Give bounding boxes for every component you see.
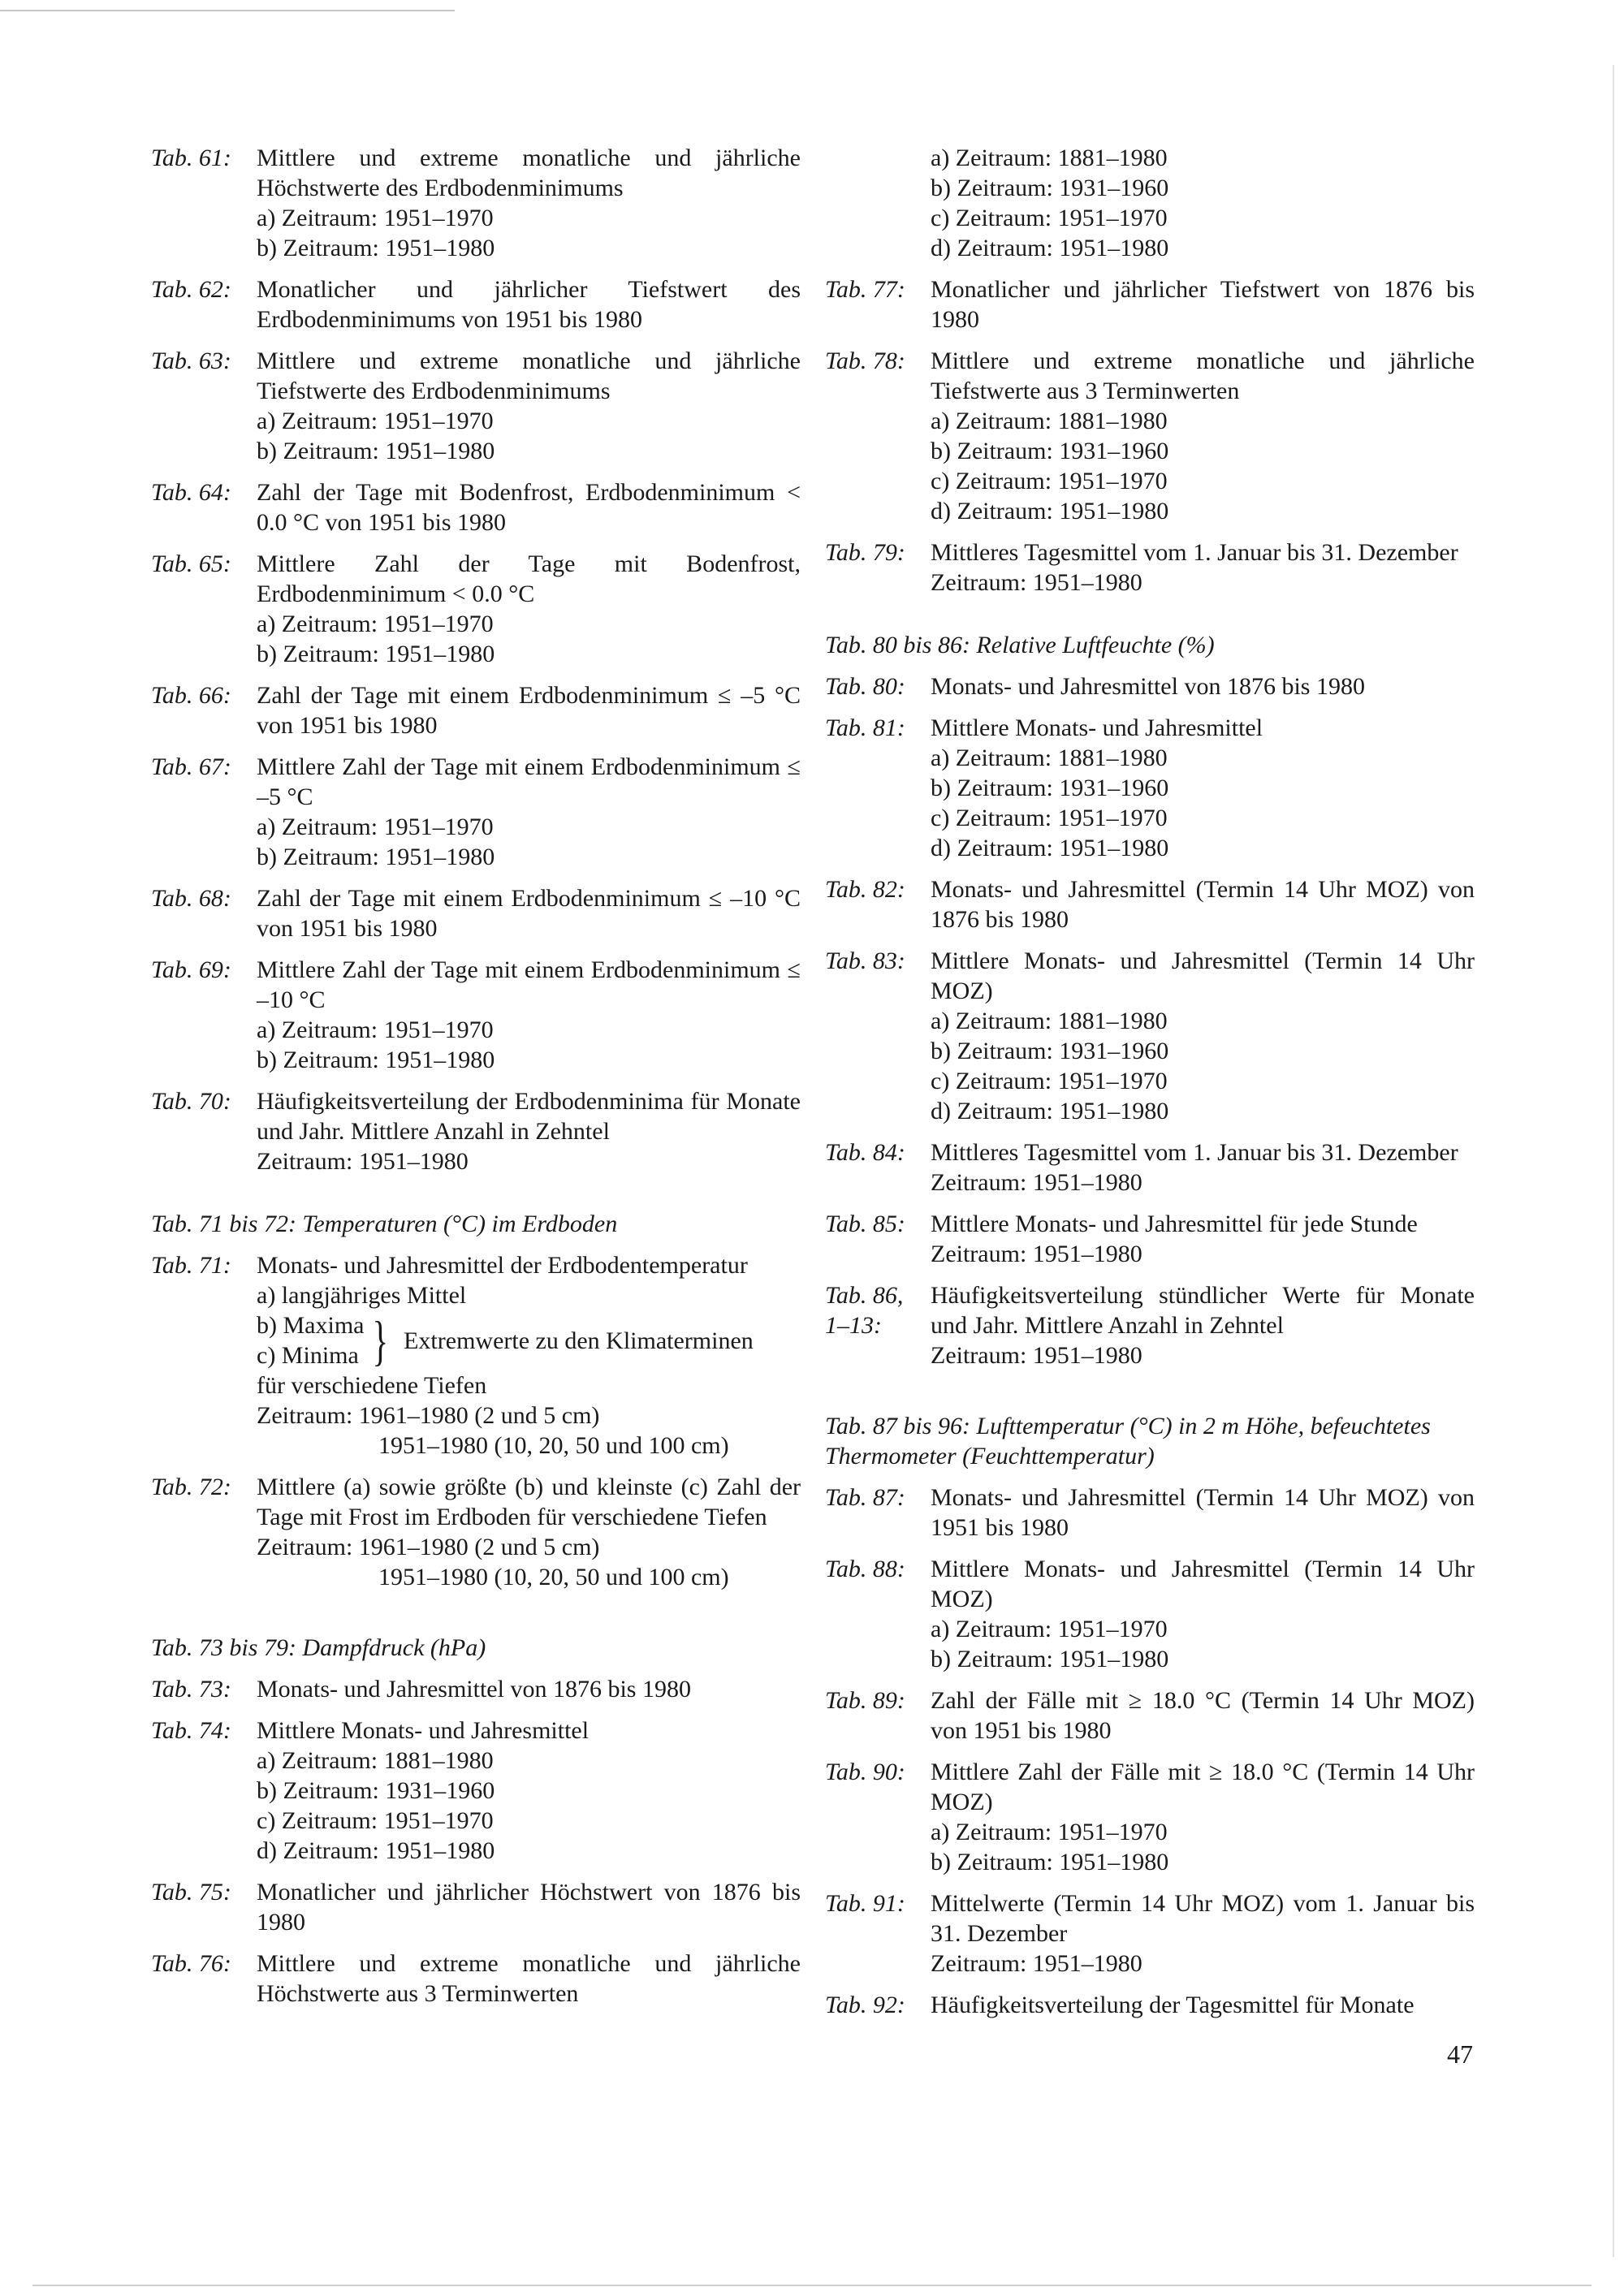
subitem: a) Zeitraum: 1951–1970 — [257, 611, 494, 637]
entry-item — [825, 1280, 1475, 1370]
entry-label: Tab. 72: — [151, 1474, 231, 1500]
entry-text: Häufigkeitsverteilung der Erdbodenminima für Monate und Jahr. Mittlere Anzahl in Zehntel — [257, 1088, 801, 1145]
entry-text: für verschiedene Tiefen — [257, 1372, 487, 1399]
entry-text: Mittleres Tagesmittel vom 1. Januar bis 31. Dezember — [931, 1139, 1458, 1166]
entry-label: Tab. 92: — [825, 1992, 905, 2018]
subitem: c) Zeitraum: 1951–1970 — [257, 1807, 494, 1834]
entry-body — [257, 1674, 801, 1704]
entry-label: Tab. 83: — [825, 947, 905, 974]
subitem: b) Zeitraum: 1951–1980 — [257, 235, 495, 261]
entry-label: Tab. 71: — [151, 1252, 231, 1279]
entry-label: Tab. 91: — [825, 1890, 905, 1917]
entry-item — [825, 537, 1475, 598]
entry-body — [257, 680, 801, 740]
entry-text: Zeitraum: 1951–1980 — [931, 1241, 1142, 1267]
entry-label: Tab. 77: — [825, 276, 905, 303]
entry-item — [151, 143, 801, 263]
entry-body — [257, 274, 801, 334]
subitem: a) Zeitraum: 1881–1980 — [931, 145, 1168, 171]
entry-text: Zeitraum: 1951–1980 — [257, 1148, 469, 1175]
entry-item — [151, 274, 801, 334]
subitem: d) Zeitraum: 1951–1980 — [931, 498, 1169, 524]
entry-text: Monats- und Jahresmittel von 1876 bis 1980 — [931, 673, 1365, 700]
scan-border-right — [1613, 65, 1614, 2257]
subitem: b) Zeitraum: 1931–1960 — [931, 438, 1169, 464]
brace-group — [257, 1310, 801, 1370]
section-heading-87-96: Tab. 87 bis 96: Lufttemperatur (°C) in 2 m Höhe, befeuchtetes Thermometer (Feuchttemperatur) — [825, 1413, 1431, 1470]
entry-list-80-86 — [825, 671, 1475, 1370]
entry-text: Mittlere (a) sowie größte (b) und kleinste (c) Zahl der Tage mit Frost im Erdboden für verschiedene Tiefen — [257, 1474, 801, 1530]
entry-item — [825, 713, 1475, 863]
entry-text: Monats- und Jahresmittel (Termin 14 Uhr MOZ) von 1951 bis 1980 — [931, 1484, 1475, 1541]
entry-text: Mittlere und extreme monatliche und jährliche Höchstwerte des Erdbodenminimums — [257, 145, 801, 201]
entry-text: Mittleres Tagesmittel vom 1. Januar bis 31. Dezember — [931, 539, 1458, 566]
entry-text: Monats- und Jahresmittel (Termin 14 Uhr MOZ) von 1876 bis 1980 — [931, 876, 1475, 933]
entry-item — [825, 1209, 1475, 1269]
subitem: b) Zeitraum: 1951–1980 — [257, 438, 495, 464]
entry-item — [151, 1949, 801, 2009]
entry-text: Mittlere und extreme monatliche und jährliche Tiefstwerte des Erdbodenminimums — [257, 347, 801, 404]
subitem: a) Zeitraum: 1881–1980 — [931, 744, 1168, 771]
entry-item — [151, 883, 801, 943]
entry-body — [931, 946, 1475, 1126]
entry-item — [151, 549, 801, 669]
entry-body — [931, 1280, 1475, 1370]
subitem: a) Zeitraum: 1951–1970 — [257, 408, 494, 434]
entry-label: Tab. 64: — [151, 479, 231, 506]
subitem: b) Zeitraum: 1931–1960 — [931, 175, 1169, 201]
entry-text: Zahl der Tage mit Bodenfrost, Erdbodenminimum < 0.0 °C von 1951 bis 1980 — [257, 479, 801, 536]
entry-item — [151, 752, 801, 872]
scan-border-bottom — [32, 2285, 1592, 2286]
entry-label: Tab. 69: — [151, 956, 231, 983]
entry-label: Tab. 73: — [151, 1676, 231, 1703]
entry-label: Tab. 63: — [151, 347, 231, 374]
entry-body — [257, 1472, 801, 1592]
entry-body — [931, 874, 1475, 934]
entry-body — [931, 346, 1475, 526]
entry-text: Zahl der Tage mit einem Erdbodenminimum ≤ –10 °C von 1951 bis 1980 — [257, 885, 801, 942]
subitem: a) Zeitraum: 1951–1970 — [257, 1016, 494, 1043]
entry-body — [257, 955, 801, 1075]
entry-label: Tab. 78: — [825, 347, 905, 374]
entry-label: Tab. 85: — [825, 1211, 905, 1237]
entry-text: Zeitraum: 1951–1980 — [931, 569, 1142, 596]
subitem: d) Zeitraum: 1951–1980 — [931, 835, 1169, 861]
entry-item — [151, 1086, 801, 1176]
page-number: 47 — [1447, 2039, 1473, 2069]
entry-text: Mittlere Monats- und Jahresmittel — [257, 1717, 590, 1744]
entry-body — [931, 537, 1475, 598]
entry-body — [257, 1250, 801, 1461]
entry-text: Mittelwerte (Termin 14 Uhr MOZ) vom 1. Januar bis 31. Dezember — [931, 1890, 1475, 1947]
entry-label: Tab. 75: — [151, 1879, 231, 1905]
subitem: a) Zeitraum: 1881–1980 — [931, 1008, 1168, 1034]
period-line: Zeitraum: 1961–1980 (2 und 5 cm) — [257, 1534, 600, 1560]
entry-body — [257, 1949, 801, 2009]
entry-label: Tab. 74: — [151, 1717, 231, 1744]
entry-text: Mittlere Monats- und Jahresmittel (Termin 14 Uhr MOZ) — [931, 1556, 1475, 1612]
entry-text: Mittlere und extreme monatliche und jährliche Tiefstwerte aus 3 Terminwerten — [931, 347, 1475, 404]
entry-text: Mittlere Zahl der Tage mit einem Erdbodenminimum ≤ –5 °C — [257, 753, 801, 810]
entry-text: Monats- und Jahresmittel von 1876 bis 1980 — [257, 1676, 691, 1703]
entry-item — [825, 1888, 1475, 1979]
period-line: Zeitraum: 1961–1980 (2 und 5 cm) — [257, 1402, 600, 1429]
entry-body — [931, 1482, 1475, 1543]
entry-item — [151, 346, 801, 466]
continuation-subitems — [931, 143, 1475, 263]
entry-body — [931, 1685, 1475, 1746]
entry-item — [151, 1716, 801, 1866]
entry-body — [931, 274, 1475, 334]
entry-text: Mittlere Monats- und Jahresmittel (Termin 14 Uhr MOZ) — [931, 947, 1475, 1004]
entry-text: Mittlere Zahl der Tage mit Bodenfrost, Erdbodenminimum < 0.0 °C — [257, 550, 801, 607]
subitem: a) Zeitraum: 1951–1970 — [931, 1819, 1168, 1845]
entry-label: Tab. 84: — [825, 1139, 905, 1166]
entry-item — [825, 346, 1475, 526]
entry-list-77-79 — [825, 274, 1475, 598]
entry-text: Zahl der Fälle mit ≥ 18.0 °C (Termin 14 Uhr MOZ) von 1951 bis 1980 — [931, 1687, 1475, 1744]
entry-item — [151, 680, 801, 740]
entry-body — [257, 1877, 801, 1937]
brace-annotation: Extremwerte zu den Klimaterminen — [404, 1327, 754, 1354]
subitem: b) Maxima — [257, 1312, 365, 1339]
subitem: b) Zeitraum: 1951–1980 — [257, 641, 495, 667]
subitem: b) Zeitraum: 1951–1980 — [257, 1047, 495, 1073]
right-brace-glyph: } — [372, 1310, 389, 1371]
subitem: a) Zeitraum: 1951–1970 — [257, 205, 494, 231]
subitem: a) Zeitraum: 1881–1980 — [257, 1747, 494, 1774]
entry-text: Zahl der Tage mit einem Erdbodenminimum ≤ –5 °C von 1951 bis 1980 — [257, 682, 801, 739]
right-column — [825, 143, 1475, 2031]
entry-label: Tab. 67: — [151, 753, 231, 780]
entry-label: Tab. 79: — [825, 539, 905, 566]
entry-label: Tab. 89: — [825, 1687, 905, 1714]
entry-item — [151, 1877, 801, 1937]
entry-item — [151, 477, 801, 537]
subitem: a) Zeitraum: 1881–1980 — [931, 408, 1168, 434]
entry-list-87-92 — [825, 1482, 1475, 2020]
entry-item — [825, 1757, 1475, 1877]
entry-label: Tab. 90: — [825, 1759, 905, 1785]
entry-item — [825, 874, 1475, 934]
entry-body — [931, 1990, 1475, 2020]
entry-body — [257, 143, 801, 263]
entry-item — [825, 274, 1475, 334]
entry-body — [931, 1757, 1475, 1877]
entry-text: Mittlere und extreme monatliche und jährliche Höchstwerte aus 3 Terminwerten — [257, 1950, 801, 2007]
entry-item — [825, 1482, 1475, 1543]
entry-item — [151, 955, 801, 1075]
entry-text: Häufigkeitsverteilung der Tagesmittel für Monate — [931, 1992, 1415, 2018]
entry-item — [825, 1554, 1475, 1674]
entry-body — [257, 883, 801, 943]
entry-label: Tab. 68: — [151, 885, 231, 912]
entry-text: Mittlere Monats- und Jahresmittel — [931, 714, 1263, 741]
entry-text: Zeitraum: 1951–1980 — [931, 1950, 1142, 1977]
subitem: c) Zeitraum: 1951–1970 — [931, 205, 1168, 231]
entry-tab-72 — [151, 1472, 801, 1592]
left-column — [151, 143, 801, 2020]
entry-item — [825, 1990, 1475, 2020]
entry-text: Zeitraum: 1951–1980 — [931, 1169, 1142, 1196]
entry-text: Mittlere Zahl der Tage mit einem Erdbodenminimum ≤ –10 °C — [257, 956, 801, 1013]
entry-label: Tab. 86, 1–13: — [825, 1282, 904, 1339]
entry-item — [825, 1685, 1475, 1746]
subitem: c) Zeitraum: 1951–1970 — [931, 468, 1168, 494]
entry-item — [825, 1137, 1475, 1198]
entry-text: Monatlicher und jährlicher Tiefstwert von 1876 bis 1980 — [931, 276, 1475, 333]
entry-label: Tab. 81: — [825, 714, 905, 741]
entry-label: Tab. 88: — [825, 1556, 905, 1582]
subitem: b) Zeitraum: 1951–1980 — [931, 1849, 1169, 1875]
entry-tab-71 — [151, 1250, 801, 1461]
entry-body — [931, 1137, 1475, 1198]
subitem: b) Zeitraum: 1931–1960 — [931, 1038, 1169, 1064]
entry-text: Mittlere Monats- und Jahresmittel für jede Stunde — [931, 1211, 1418, 1237]
entry-body — [257, 477, 801, 537]
entry-tab-76-continued — [825, 143, 1475, 263]
entry-body — [257, 549, 801, 669]
subitem: c) Zeitraum: 1951–1970 — [931, 805, 1168, 831]
section-heading-73-79: Tab. 73 bis 79: Dampfdruck (hPa) — [151, 1634, 486, 1661]
entry-text: Monatlicher und jährlicher Höchstwert von 1876 bis 1980 — [257, 1879, 801, 1936]
entry-label: Tab. 80: — [825, 673, 905, 700]
entry-list-61-70 — [151, 143, 801, 1176]
entry-label: Tab. 66: — [151, 682, 231, 709]
entry-label: Tab. 61: — [151, 145, 231, 171]
entry-body — [931, 1554, 1475, 1674]
subitem: d) Zeitraum: 1951–1980 — [931, 1098, 1169, 1124]
section-heading-71-72: Tab. 71 bis 72: Temperaturen (°C) im Erdboden — [151, 1211, 618, 1237]
entry-label: Tab. 62: — [151, 276, 231, 303]
entry-body — [931, 713, 1475, 863]
subitem: b) Zeitraum: 1951–1980 — [257, 844, 495, 870]
entry-label: Tab. 87: — [825, 1484, 905, 1511]
subitem: c) Minima — [257, 1342, 359, 1369]
entry-body — [257, 1086, 801, 1176]
entry-body — [931, 1209, 1475, 1269]
subitem: a) langjähriges Mittel — [257, 1282, 467, 1309]
subitem: d) Zeitraum: 1951–1980 — [931, 235, 1169, 261]
entry-text: Monatlicher und jährlicher Tiefstwert des Erdbodenminimums von 1951 bis 1980 — [257, 276, 801, 333]
entry-text: Zeitraum: 1951–1980 — [931, 1342, 1142, 1369]
subitem: c) Zeitraum: 1951–1970 — [931, 1068, 1168, 1094]
entry-text: Häufigkeitsverteilung stündlicher Werte für Monate und Jahr. Mittlere Anzahl in Zehntel — [931, 1282, 1475, 1339]
entry-list-73-76 — [151, 1674, 801, 2009]
period-line: 1951–1980 (10, 20, 50 und 100 cm) — [378, 1564, 729, 1590]
subitem: b) Zeitraum: 1951–1980 — [931, 1646, 1169, 1672]
entry-body — [257, 752, 801, 872]
entry-label: Tab. 70: — [151, 1088, 231, 1115]
scan-border-top — [0, 10, 455, 11]
entry-text: Mittlere Zahl der Fälle mit ≥ 18.0 °C (Termin 14 Uhr MOZ) — [931, 1759, 1475, 1815]
entry-body — [931, 671, 1475, 701]
entry-item — [825, 946, 1475, 1126]
entry-body — [257, 1716, 801, 1866]
entry-label: Tab. 76: — [151, 1950, 231, 1977]
section-heading-80-86: Tab. 80 bis 86: Relative Luftfeuchte (%) — [825, 632, 1215, 658]
entry-body — [931, 1888, 1475, 1979]
entry-item — [151, 1674, 801, 1704]
entry-label: Tab. 82: — [825, 876, 905, 903]
entry-label: Tab. 65: — [151, 550, 231, 577]
subitem: b) Zeitraum: 1931–1960 — [257, 1777, 495, 1804]
entry-text: Monats- und Jahresmittel der Erdbodentemperatur — [257, 1252, 748, 1279]
subitem: a) Zeitraum: 1951–1970 — [931, 1616, 1168, 1642]
subitem: b) Zeitraum: 1931–1960 — [931, 775, 1169, 801]
subitem: a) Zeitraum: 1951–1970 — [257, 814, 494, 840]
entry-body — [257, 346, 801, 466]
subitem: d) Zeitraum: 1951–1980 — [257, 1837, 495, 1864]
period-line: 1951–1980 (10, 20, 50 und 100 cm) — [378, 1432, 729, 1459]
entry-item — [825, 671, 1475, 701]
